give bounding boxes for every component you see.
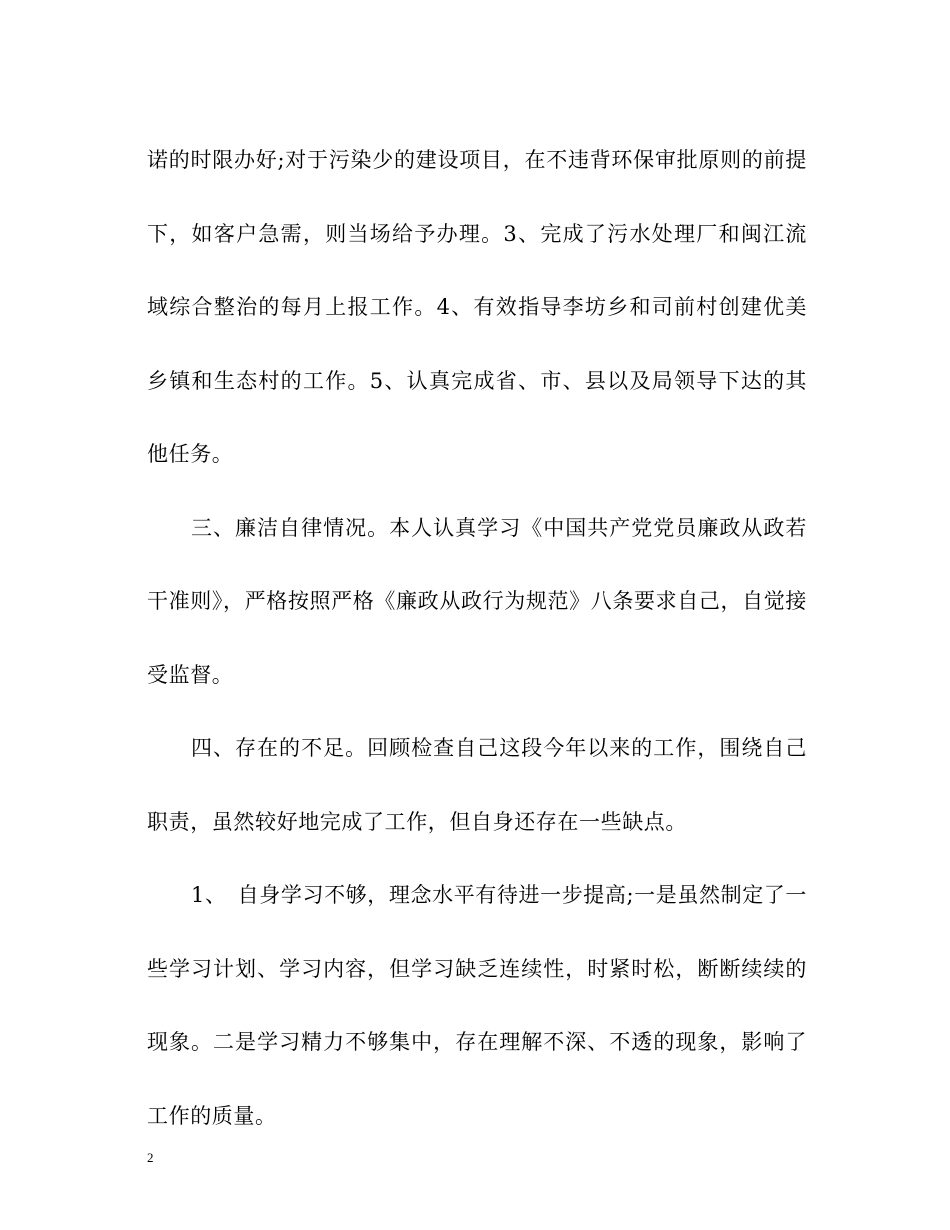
paragraph-study: 1、 自身学习不够，理念水平有待进一步提高;一是虽然制定了一些学习计划、学习内容，但学习缺乏连续性，时紧时松，断断续续的现象。二是学习精力不够集中，存在理解不深、不透的现象，影响了工作的质量。 [147, 883, 807, 1128]
paragraph-shortcomings: 四、存在的不足。回顾检查自己这段今年以来的工作，围绕自己职责，虽然较好地完成了工作，但自身还存在一些缺点。 [147, 736, 807, 834]
paragraph-integrity: 三、廉洁自律情况。本人认真学习《中国共产党党员廉政从政若干准则》，严格按照严格《廉政从政行为规范》八条要求自己，自觉接受监督。 [147, 515, 807, 687]
paragraph-continuation: 诺的时限办好;对于污染少的建设项目，在不违背环保审批原则的前提下，如客户急需，则当场给予办理。3、完成了污水处理厂和闽江流域综合整治的每月上报工作。4、有效指导李坊乡和司前村创建优美乡镇和生态村的工作。5、认真完成省、市、县以及局领导下达的其他任务。 [147, 148, 807, 466]
page-number: 2 [147, 1150, 154, 1165]
document-body [147, 124, 807, 1153]
